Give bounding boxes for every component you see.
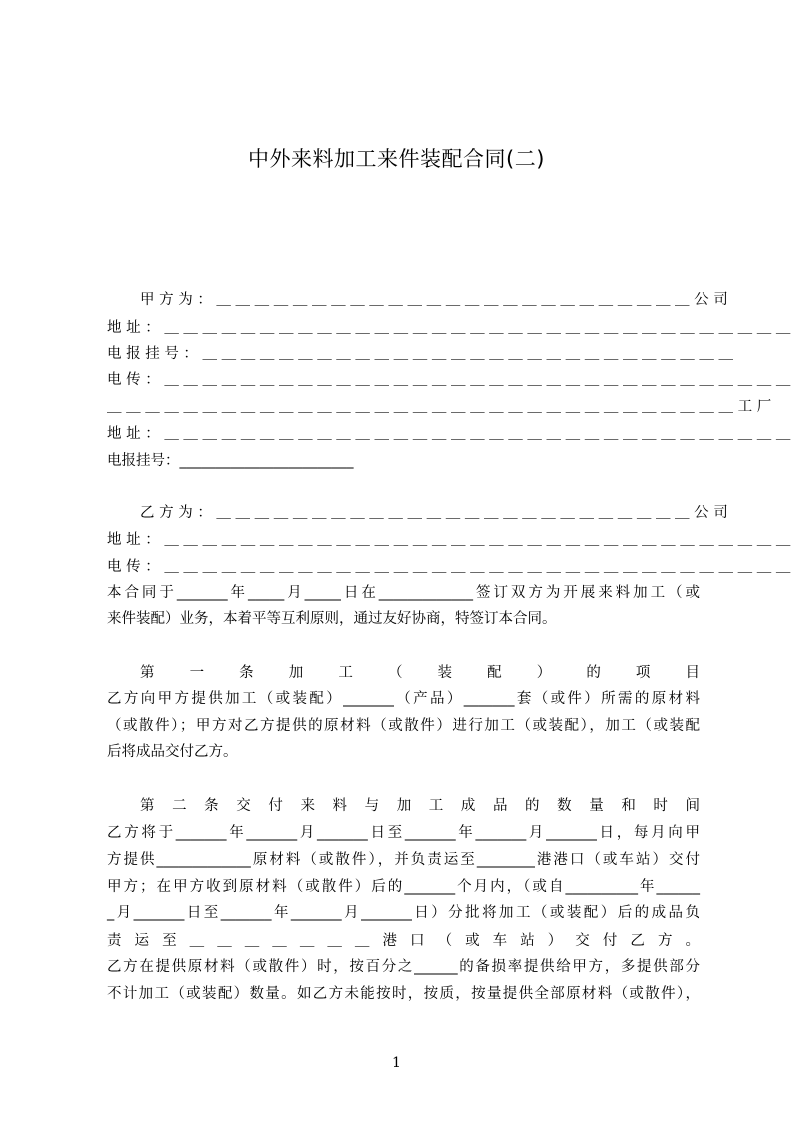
party-a-name-line: 甲 方 为 ： ＿ ＿ ＿ ＿ ＿ ＿ ＿ ＿ ＿ ＿ ＿ ＿ ＿ ＿ ＿ ＿ ＿ ＿ ＿ ＿ ＿ ＿ ＿ ＿ ＿ 公 司 xyxy=(140,292,728,308)
party-a-factory-line: ＿ ＿ ＿ ＿ ＿ ＿ ＿ ＿ ＿ ＿ ＿ ＿ ＿ ＿ ＿ ＿ ＿ ＿ ＿ ＿ ＿ ＿ ＿ ＿ ＿ ＿ ＿ ＿ ＿ ＿ ＿ ＿ ＿ 工 厂 xyxy=(107,399,772,415)
intro-line: 本合同于_______年_____月_____日在_____________签订双方为开展来料加工（或 xyxy=(107,585,700,601)
article-1-body-line: （或散件）；甲方对乙方提供的原材料（或散件）进行加工（或装配），加工（或装配 xyxy=(107,718,700,734)
page-number: 1 xyxy=(392,1055,401,1071)
party-b-name-line: 乙 方 为 ： ＿ ＿ ＿ ＿ ＿ ＿ ＿ ＿ ＿ ＿ ＿ ＿ ＿ ＿ ＿ ＿ ＿ ＿ ＿ ＿ ＿ ＿ ＿ ＿ ＿ 公 司 xyxy=(140,505,728,521)
article-1-heading: 第 一 条 加 工 （ 装 配 ） 的 项 目 xyxy=(140,665,700,681)
party-b-telex-line: 电 传 ： ＿ ＿ ＿ ＿ ＿ ＿ ＿ ＿ ＿ ＿ ＿ ＿ ＿ ＿ ＿ ＿ ＿ ＿ ＿ ＿ ＿ ＿ ＿ ＿ ＿ ＿ ＿ ＿ ＿ ＿ ＿ ＿ ＿ xyxy=(107,559,791,575)
party-a-telex-line: 电 传 ： ＿ ＿ ＿ ＿ ＿ ＿ ＿ ＿ ＿ ＿ ＿ ＿ ＿ ＿ ＿ ＿ ＿ ＿ ＿ ＿ ＿ ＿ ＿ ＿ ＿ ＿ ＿ ＿ ＿ ＿ ＿ ＿ ＿ xyxy=(107,372,791,388)
article-2-heading: 第 二 条 交 付 来 料 与 加 工 成 品 的 数 量 和 时 间 xyxy=(140,798,700,814)
article-2-body-line: 甲方；在甲方收到原材料（或散件）后的_______个月内，（或自__________年______ xyxy=(107,879,700,895)
article-2-body-line: 责 运 至 ＿ ＿ ＿ ＿ ＿ ＿ ＿ 港 口 （ 或 车 站 ） 交 付 乙 方 。 xyxy=(107,933,700,949)
party-b-address-line: 地 址 ： ＿ ＿ ＿ ＿ ＿ ＿ ＿ ＿ ＿ ＿ ＿ ＿ ＿ ＿ ＿ ＿ ＿ ＿ ＿ ＿ ＿ ＿ ＿ ＿ ＿ ＿ ＿ ＿ ＿ ＿ ＿ ＿ ＿ xyxy=(107,532,791,548)
party-a-factory-address-line: 地 址 ： ＿ ＿ ＿ ＿ ＿ ＿ ＿ ＿ ＿ ＿ ＿ ＿ ＿ ＿ ＿ ＿ ＿ ＿ ＿ ＿ ＿ ＿ ＿ ＿ ＿ ＿ ＿ ＿ ＿ ＿ ＿ ＿ ＿ xyxy=(107,426,791,442)
document-title: 中外来料加工来件装配合同(二) xyxy=(248,147,545,171)
intro-line: 来件装配）业务，本着平等互利原则，通过友好协商，特签订本合同。 xyxy=(107,611,557,627)
party-a-factory-cable-line: 电报挂号：________________________ xyxy=(107,453,354,469)
article-1-body-line: 乙方向甲方提供加工（或装配）_______（产品）_______套（或件）所需的原材料 xyxy=(107,691,700,707)
party-a-cable-line: 电 报 挂 号 ： ＿ ＿ ＿ ＿ ＿ ＿ ＿ ＿ ＿ ＿ ＿ ＿ ＿ ＿ ＿ ＿ ＿ ＿ ＿ ＿ ＿ ＿ ＿ ＿ ＿ ＿ ＿ ＿ xyxy=(107,346,733,362)
article-2-body-line: _月_______日至_______年_______月_______日）分批将加工（或装配）后的成品负 xyxy=(107,905,700,921)
article-2-body-line: 不计加工（或装配）数量。如乙方未能按时，按质，按量提供全部原材料（或散件）， xyxy=(107,986,700,1002)
party-a-address-line: 地 址 ： ＿ ＿ ＿ ＿ ＿ ＿ ＿ ＿ ＿ ＿ ＿ ＿ ＿ ＿ ＿ ＿ ＿ ＿ ＿ ＿ ＿ ＿ ＿ ＿ ＿ ＿ ＿ ＿ ＿ ＿ ＿ ＿ ＿ xyxy=(107,320,791,336)
article-2-body-line: 乙方在提供原材料（或散件）时，按百分之______的备损率提供给甲方，多提供部分 xyxy=(107,959,700,975)
article-2-body-line: 乙方将于_______年_______月_______日至_______年_______月_______日，每月向甲 xyxy=(107,825,700,841)
article-1-body-line: 后将成品交付乙方。 xyxy=(107,744,238,760)
article-2-body-line: 方提供_____________原材料（或散件），并负责运至________港港口（或车站）交付 xyxy=(107,852,700,868)
